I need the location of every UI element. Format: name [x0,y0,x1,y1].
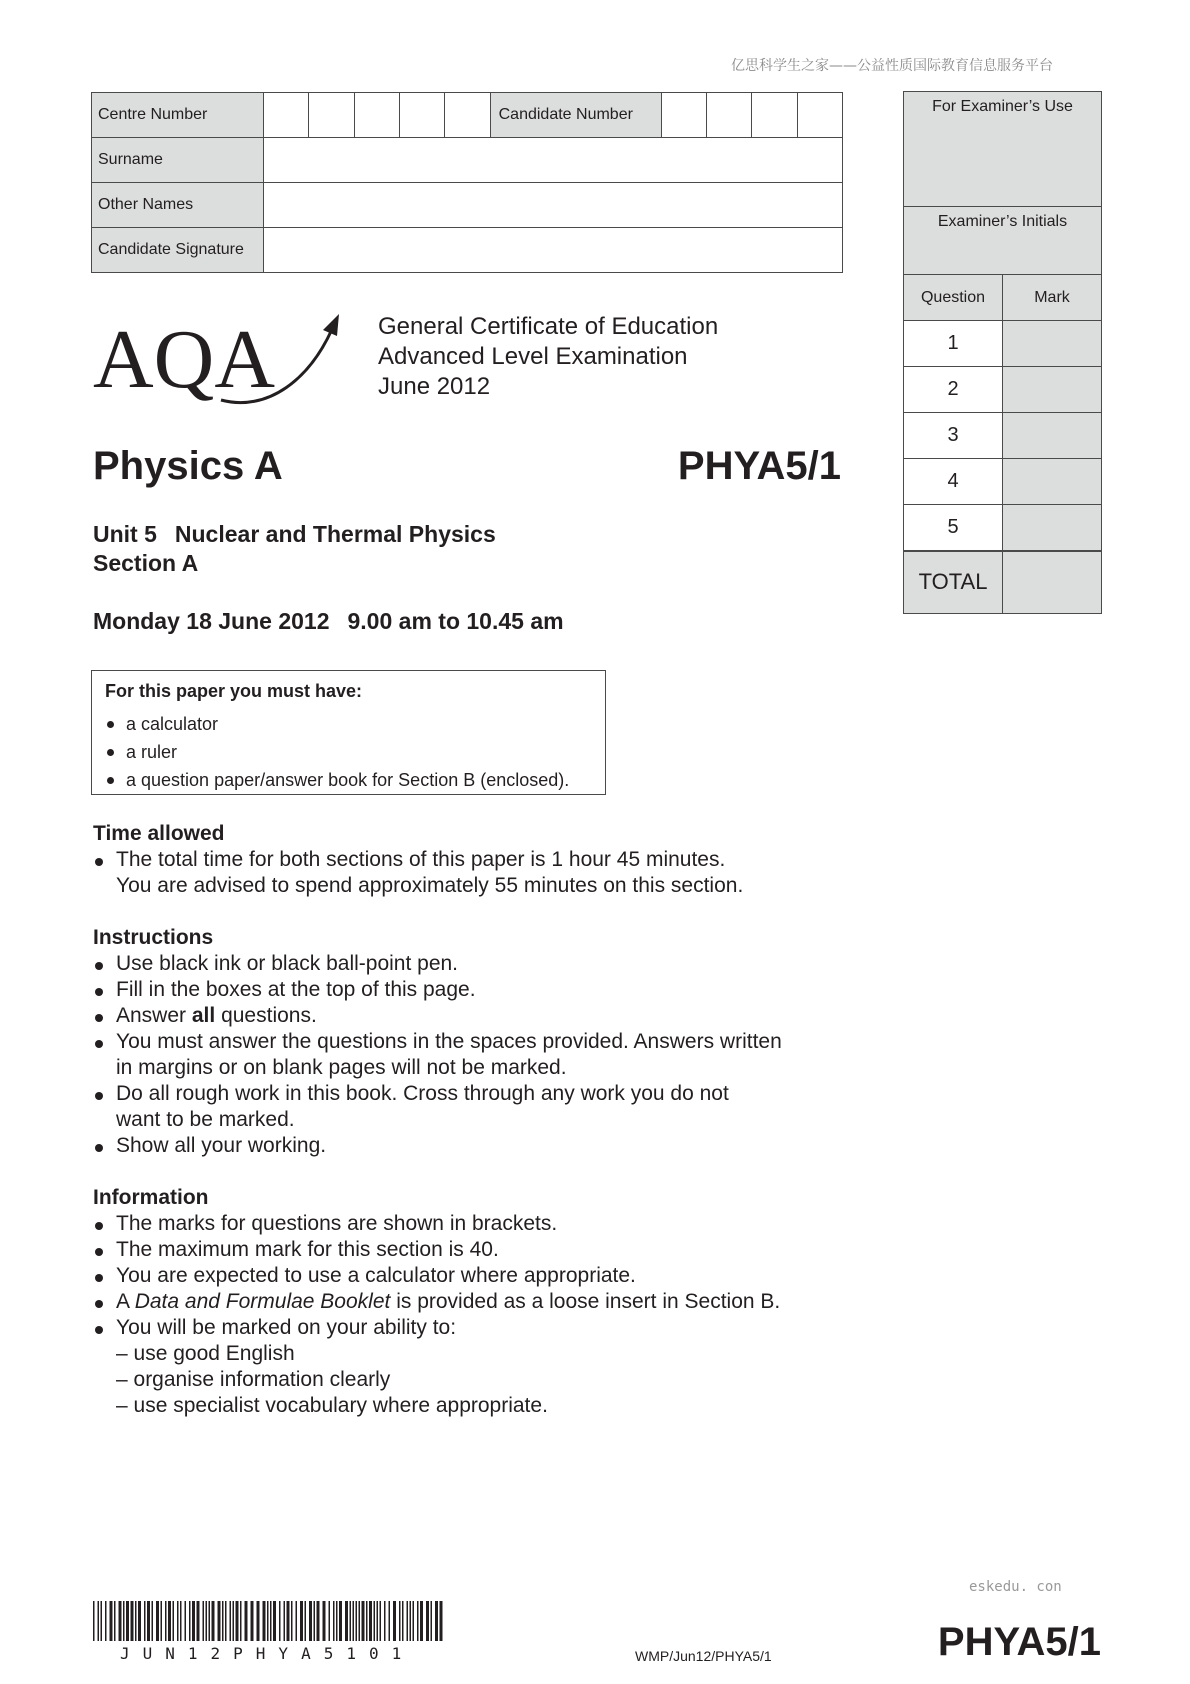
mark-box[interactable] [1003,459,1102,505]
bullet-icon [107,721,114,728]
list-item: The maximum mark for this section is 40. [93,1237,853,1263]
examiner-use-box [903,91,1102,614]
barcode-bar [323,1601,326,1641]
barcode-bar [407,1601,409,1641]
list-item: Answer all questions. [93,1003,853,1029]
list-item: a question paper/answer book for Section B (enclosed). [105,766,605,794]
barcode-bar [350,1601,352,1641]
barcode-bar [333,1601,335,1641]
barcode-bar [203,1601,205,1641]
centre-number-box[interactable] [354,93,399,138]
barcode-bar [426,1601,429,1641]
bullet-icon [107,777,114,784]
candidate-number-box[interactable] [797,93,842,138]
barcode-bar [240,1601,242,1641]
question-number: 4 [904,459,1003,505]
centre-number-box[interactable] [445,93,490,138]
barcode-bar [257,1601,260,1641]
barcode-bar [131,1601,134,1641]
barcode-bar [93,1601,95,1641]
barcode-bar [114,1601,116,1641]
sub-list-item: – organise information clearly [116,1368,391,1391]
barcode-bar [161,1601,163,1641]
barcode-bar [420,1601,423,1641]
question-number: 1 [904,321,1003,367]
information-section [93,1185,853,1419]
paper-code: PHYA5/1 [677,444,841,488]
barcode-bar [380,1601,382,1641]
surname-field[interactable] [264,138,843,183]
bullet-icon [93,1029,116,1055]
list-item: The total time for both sections of this paper is 1 hour 45 minutes. [93,847,853,873]
barcode-bar [402,1601,404,1641]
certificate-line: Advanced Level Examination [378,343,688,370]
barcode-bar [345,1601,348,1641]
bullet-icon [93,951,116,977]
signature-label: Candidate Signature [92,228,264,273]
barcode-text: JUN12PHYA5101 [120,1644,415,1663]
barcode-bar [399,1601,401,1641]
barcode-bar [189,1601,191,1641]
exam-date [93,608,564,635]
barcode-bar [222,1601,224,1641]
barcode-bar [119,1601,122,1641]
list-item: The marks for questions are shown in brackets. [93,1211,853,1237]
barcode-bar [192,1601,195,1641]
bullet-icon [93,1315,116,1341]
barcode-bar [314,1601,316,1641]
barcode-bar [291,1601,293,1641]
watermark-top: 亿思科学生之家——公益性质国际教育信息服务平台 [731,58,1053,74]
exam-time: 9.00 am to 10.45 am [347,608,564,634]
bullet-icon [107,749,114,756]
unit-block [93,520,496,578]
barcode-bar [225,1601,227,1641]
barcode-bar [173,1601,175,1641]
time-allowed-section [93,821,853,899]
exam-day: Monday 18 June 2012 [93,608,330,634]
unit-name: Nuclear and Thermal Physics [174,521,496,547]
barcode-bar [353,1601,355,1641]
barcode-bar [251,1601,254,1641]
list-item-continuation: want to be marked. [116,1108,295,1131]
barcode-bar [135,1601,137,1641]
barcode-bar [317,1601,320,1641]
list-item: Do all rough work in this book. Cross through any work you do not [93,1081,853,1107]
bullet-icon [93,977,116,1003]
examiner-use-header: For Examiner’s Use [904,92,1102,207]
list-item-continuation: in margins or on blank pages will not be marked. [116,1056,567,1079]
bullet-icon [93,1237,116,1263]
barcode-bar [417,1601,419,1641]
barcode-bar [138,1601,141,1641]
mark-box[interactable] [1003,321,1102,367]
barcode-bar [339,1601,342,1641]
barcode-bar [284,1601,286,1641]
list-item-continuation: You are advised to spend approximately 55 minutes on this section. [116,874,744,897]
barcode-bar [105,1601,107,1641]
barcode-bar [197,1601,200,1641]
barcode-bar [287,1601,290,1641]
logo-arrowhead [323,314,339,336]
barcode-bar [126,1601,129,1641]
other-names-field[interactable] [264,183,843,228]
certificate-line: General Certificate of Education [378,313,719,340]
bullet-icon [93,1133,116,1159]
centre-number-box[interactable] [309,93,354,138]
bullet-icon [93,1211,116,1237]
must-have-heading: For this paper you must have: [105,681,363,701]
barcode-bar [218,1601,221,1641]
barcode-bar [236,1601,239,1641]
certificate-line: June 2012 [378,373,491,400]
list-item: Use black ink or black ball-point pen. [93,951,853,977]
barcode-bar [147,1601,150,1641]
section-heading: Information [93,1186,209,1209]
barcode-bar [206,1601,208,1641]
barcode-bar [144,1601,146,1641]
question-number: 2 [904,367,1003,413]
barcode-bar [180,1601,182,1641]
barcode-bar [384,1601,386,1641]
section-heading: Time allowed [93,822,225,845]
section-label: Section A [93,550,199,576]
barcode-bar [263,1601,266,1641]
barcode-bar [98,1601,100,1641]
question-column-header: Question [904,275,1003,321]
certificate-block [378,312,718,402]
must-have-box [91,670,606,795]
barcode-bar [356,1601,358,1641]
barcode-bar [377,1601,379,1641]
barcode-bar [110,1601,113,1641]
section-heading: Instructions [93,926,214,949]
list-item: You are expected to use a calculator where appropriate. [93,1263,853,1289]
barcode-bar [168,1601,171,1641]
barcode-bar [230,1601,232,1641]
barcode-bar [270,1601,272,1641]
bullet-icon [93,1263,116,1289]
barcode-bar [233,1601,235,1641]
barcode-bar [156,1601,159,1641]
surname-label: Surname [92,138,264,183]
list-item: Fill in the boxes at the top of this page. [93,977,853,1003]
barcode-bar [435,1601,438,1641]
candidate-number-box[interactable] [661,93,706,138]
barcode-bar [296,1601,298,1641]
list-item: A Data and Formulae Booklet is provided as a loose insert in Section B. [93,1289,853,1315]
mark-box[interactable] [1003,367,1102,413]
barcode-bar [431,1601,433,1641]
other-names-label: Other Names [92,183,264,228]
barcode-bar [374,1601,376,1641]
barcode-bar [366,1601,368,1641]
list-item: a calculator [105,710,605,738]
list-item: You will be marked on your ability to: [93,1315,853,1341]
bullet-icon [93,1289,116,1315]
footer-reference: WMP/Jun12/PHYA5/1 [635,1648,772,1664]
barcode-bar [369,1601,372,1641]
barcode-bar [185,1601,187,1641]
candidate-number-label: Candidate Number [490,93,661,138]
centre-number-label: Centre Number [92,93,264,138]
candidate-details-grid [91,92,843,273]
barcode-bar [177,1601,179,1641]
question-number: 5 [904,505,1003,551]
bullet-icon [93,1003,116,1029]
signature-field[interactable] [264,228,843,273]
barcode-bar [393,1601,396,1641]
aqa-logo-text: AQA [93,313,275,406]
barcode-bar [329,1601,331,1641]
barcode-bar [165,1601,167,1641]
aqa-logo [91,312,346,407]
bullet-icon [93,1081,116,1107]
barcode-bar [273,1601,276,1641]
list-item: a ruler [105,738,605,766]
barcode-bar [209,1601,211,1641]
barcode-bar [300,1601,303,1641]
barcode-bar [279,1601,281,1641]
bullet-icon [93,847,116,873]
barcode-bar [245,1601,248,1641]
instructions-section [93,925,853,1159]
barcode-bar [359,1601,361,1641]
centre-number-box[interactable] [264,93,309,138]
mark-box[interactable] [1003,413,1102,459]
barcode-bar [101,1601,103,1641]
barcode [93,1601,443,1641]
barcode-bar [362,1601,365,1641]
examiner-initials-label: Examiner’s Initials [904,207,1102,275]
barcode-bar [413,1601,415,1641]
barcode-bar [440,1601,443,1641]
barcode-bar [123,1601,125,1641]
question-number: 3 [904,413,1003,459]
barcode-bar [152,1601,154,1641]
sub-list-item: – use specialist vocabulary where appropriate. [116,1394,548,1417]
mark-box[interactable] [1003,505,1102,551]
barcode-bar [212,1601,215,1641]
total-mark-box[interactable] [1003,551,1102,614]
barcode-bar [410,1601,412,1641]
barcode-bar [336,1601,338,1641]
centre-number-box[interactable] [400,93,445,138]
paper-code-footer: PHYA5/1 [937,1620,1101,1664]
subject-title: Physics A [93,444,283,488]
barcode-bar [267,1601,269,1641]
barcode-bar [389,1601,391,1641]
watermark-bottom: eskedu. con [969,1579,1062,1595]
barcode-bar [309,1601,312,1641]
total-label: TOTAL [904,551,1003,614]
unit-number: Unit 5 [93,521,157,547]
mark-column-header: Mark [1003,275,1102,321]
barcode-bar [305,1601,307,1641]
candidate-number-box[interactable] [707,93,752,138]
list-item: You must answer the questions in the spaces provided. Answers written [93,1029,853,1055]
list-item: Show all your working. [93,1133,853,1159]
candidate-number-box[interactable] [752,93,797,138]
sub-list-item: – use good English [116,1342,295,1365]
